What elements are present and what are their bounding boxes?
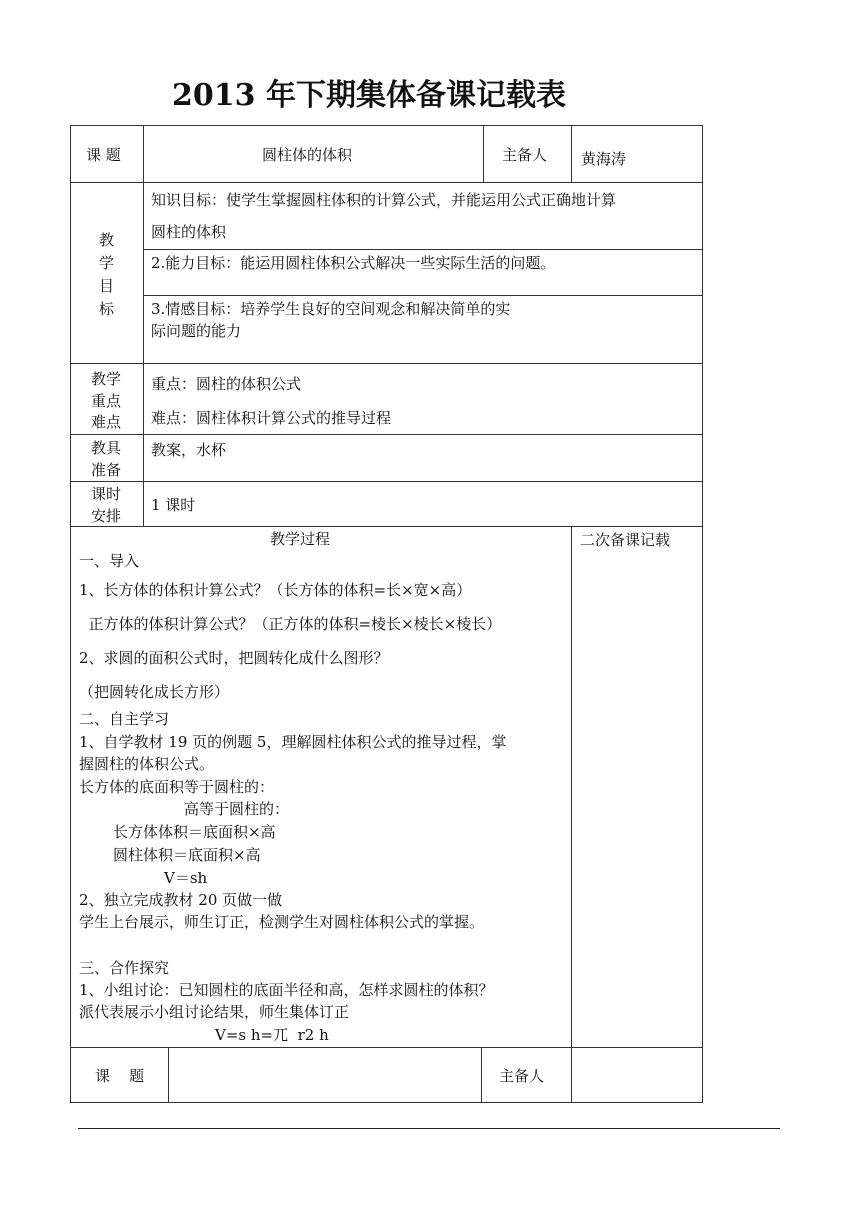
tools-label-line: 教具: [91, 439, 122, 457]
process-line: V=s h=兀 r2 h: [215, 1026, 329, 1044]
process-line: 圆柱体积＝底面积×高: [113, 846, 261, 864]
process-line: 正方体的体积计算公式？（正方体的体积=棱长×棱长×棱长）: [79, 615, 502, 633]
hours-value: 1 课时: [151, 496, 196, 514]
process-header: 教学过程: [270, 530, 331, 548]
second-prep-header: 二次备课记载: [580, 531, 671, 549]
focus-text: 重点：圆柱的体积公式: [151, 375, 302, 393]
process-line: 长方体体积＝底面积×高: [113, 823, 276, 841]
process-line: 2、求圆的面积公式时，把圆转化成什么图形？: [79, 649, 389, 667]
process-line: （把圆转化成长方形）: [79, 683, 230, 701]
footer-preparer-label: 主备人: [499, 1067, 545, 1085]
process-line: V＝sh: [164, 869, 208, 887]
process-line: 二、自主学习: [79, 710, 170, 728]
topic-value: 圆柱体的体积: [262, 146, 353, 164]
process-line: 1、长方体的体积计算公式？（长方体的体积=长×宽×高）: [79, 581, 472, 599]
objectives-label-char: 目: [99, 277, 115, 295]
process-line: 高等于圆柱的：: [184, 800, 290, 818]
ability-objective: 2.能力目标：能运用圆柱体积公式解决一些实际生活的问题。: [151, 254, 556, 272]
footer-divider: [78, 1128, 780, 1129]
tools-value: 教案，水杯: [151, 441, 227, 459]
process-line: 派代表展示小组讨论结果，师生集体订正: [79, 1003, 350, 1021]
process-line: 1、自学教材 19 页的例题 5，理解圆柱体积公式的推导过程，掌: [79, 733, 507, 751]
objectives-label-char: 教: [99, 231, 115, 249]
topic-label: 课 题: [86, 146, 121, 164]
hours-label-line: 课时: [91, 485, 122, 503]
keypoints-label-line: 重点: [91, 392, 122, 410]
process-line: 三、合作探究: [79, 959, 170, 977]
keypoints-label-line: 难点: [91, 413, 122, 431]
process-line: 学生上台展示，师生订正，检测学生对圆柱体积公式的掌握。: [79, 913, 485, 931]
knowledge-objective-line1: 知识目标：使学生掌握圆柱体积的计算公式，并能运用公式正确地计算: [151, 191, 617, 209]
objectives-label-char: 学: [99, 254, 115, 272]
process-line: 一、导入: [79, 552, 140, 570]
footer-topic-label: 课 题: [95, 1067, 145, 1085]
process-line: 2、独立完成教材 20 页做一做: [79, 891, 283, 909]
preparer-label: 主备人: [502, 146, 548, 164]
process-line: 1、小组讨论：已知圆柱的底面半径和高，怎样求圆柱的体积？: [79, 981, 494, 999]
objectives-label-char: 标: [99, 300, 115, 318]
tools-label-line: 准备: [91, 461, 122, 479]
emotion-objective-line1: 3.情感目标：培养学生良好的空间观念和解决简单的实: [151, 300, 511, 318]
process-line: 长方体的底面积等于圆柱的：: [79, 778, 275, 796]
process-line: 握圆柱的体积公式。: [79, 755, 215, 773]
keypoints-label-line: 教学: [91, 370, 122, 388]
difficulty-text: 难点：圆柱体积计算公式的推导过程: [151, 409, 392, 427]
knowledge-objective-line2: 圆柱的体积: [151, 223, 227, 241]
emotion-objective-line2: 际问题的能力: [151, 322, 242, 340]
hours-label-line: 安排: [91, 507, 122, 525]
preparer-value: 黄海涛: [581, 150, 627, 168]
page-title: 2013 年下期集体备课记载表: [172, 78, 566, 113]
